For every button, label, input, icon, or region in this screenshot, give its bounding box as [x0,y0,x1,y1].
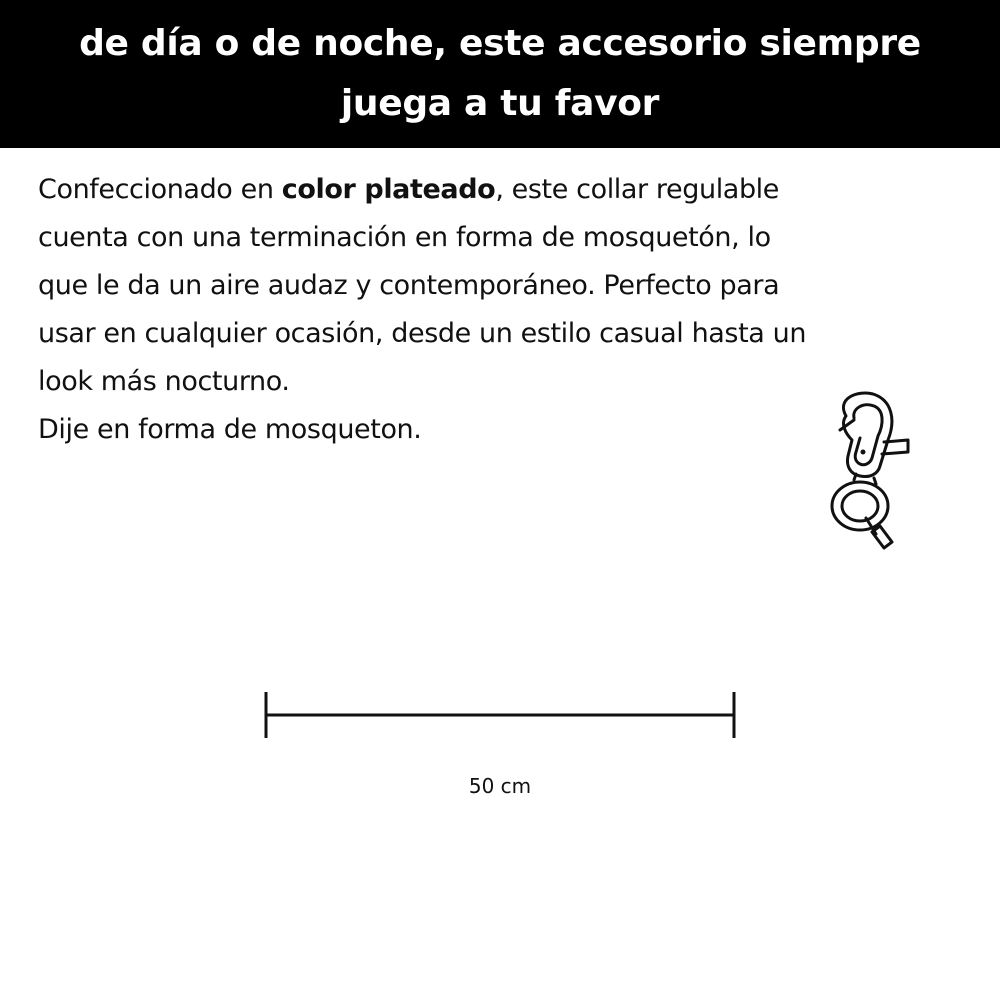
description-text: , este collar regulable [495,174,779,205]
carabiner-icon [818,388,918,558]
header-title-line-2: juega a tu favor [340,83,660,124]
description-line [38,166,968,214]
description-line: usar en cualquier ocasión, desde un estilo casual hasta un [38,318,807,349]
description-line: cuenta con una terminación en forma de mosquetón, lo [38,222,771,253]
description-text: Confeccionado en [38,174,282,205]
measure-label: 50 cm [468,774,532,798]
header-title-line-1: de día o de noche, este accesorio siempre [79,23,921,64]
header-banner [0,0,1000,148]
description-line: que le da un aire audaz y contemporáneo. Perfecto para [38,270,780,301]
length-measure [262,690,738,740]
pendant-description: Dije en forma de mosqueton. [38,414,422,445]
description-highlight: color plateado [281,174,496,205]
description-line: look más nocturno. [38,366,290,397]
